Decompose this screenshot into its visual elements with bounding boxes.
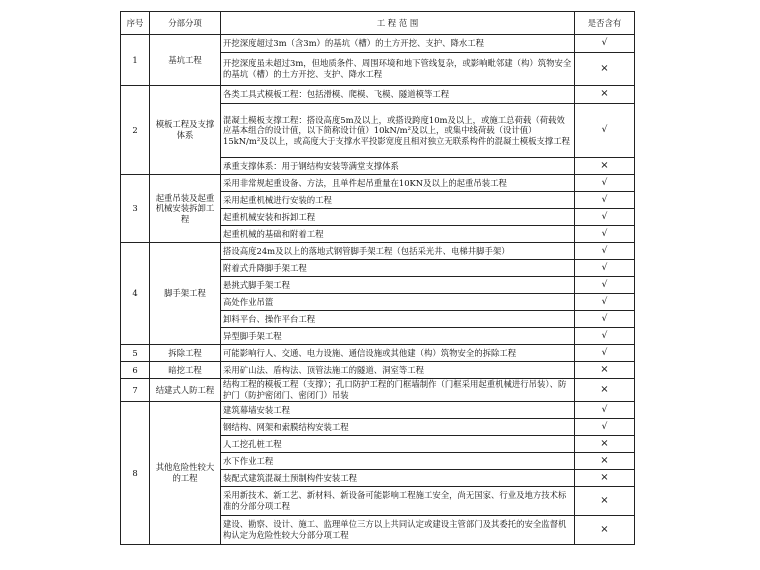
table-row — [121, 35, 635, 53]
cross-mark-cell: × — [575, 436, 635, 453]
cross-mark-cell: × — [575, 470, 635, 487]
hazard-scope-table — [120, 11, 635, 545]
check-mark-cell: √ — [575, 192, 635, 209]
table-body — [121, 35, 635, 545]
check-mark-cell: √ — [575, 345, 635, 362]
table-row — [121, 362, 635, 379]
scope-cell: 钢结构、网架和索膜结构安装工程 — [221, 419, 575, 436]
row-number: 4 — [121, 243, 150, 345]
scope-cell: 建筑幕墙安装工程 — [221, 402, 575, 419]
cross-mark-cell: × — [575, 453, 635, 470]
cross-mark-cell: × — [575, 86, 635, 104]
row-number: 5 — [121, 345, 150, 362]
category-cell: 模板工程及支撑体系 — [150, 86, 221, 175]
scope-cell: 可能影响行人、交通、电力设施、通信设施或其他建（构）筑物安全的拆除工程 — [221, 345, 575, 362]
check-mark-cell: √ — [575, 104, 635, 158]
header-row — [121, 12, 635, 35]
cross-mark-cell: × — [575, 158, 635, 175]
scope-cell: 装配式建筑混凝土预制构件安装工程 — [221, 470, 575, 487]
scope-cell: 高处作业吊篮 — [221, 294, 575, 311]
check-mark-cell: √ — [575, 294, 635, 311]
scope-cell: 承重支撑体系：用于钢结构安装等满堂支撑体系 — [221, 158, 575, 175]
check-mark-cell: √ — [575, 402, 635, 419]
table-row — [121, 345, 635, 362]
table-row — [121, 86, 635, 104]
check-mark-cell: √ — [575, 260, 635, 277]
scope-cell: 建设、勘察、设计、施工、监理单位三方以上共同认定或建设主管部门及其委托的安全监督机构认定为危险性较大分部分项工程 — [221, 516, 575, 545]
scope-cell: 起重机械的基础和附着工程 — [221, 226, 575, 243]
category-cell: 拆除工程 — [150, 345, 221, 362]
check-mark-cell: √ — [575, 226, 635, 243]
category-cell: 脚手架工程 — [150, 243, 221, 345]
check-mark-cell: √ — [575, 311, 635, 328]
scope-cell: 卸料平台、操作平台工程 — [221, 311, 575, 328]
scope-cell: 采用新技术、新工艺、新材料、新设备可能影响工程施工安全，尚无国家、行业及地方技术标准的分部分项工程 — [221, 487, 575, 516]
cross-mark-cell: × — [575, 362, 635, 379]
row-number: 6 — [121, 362, 150, 379]
table-row — [121, 243, 635, 260]
cross-mark-cell: × — [575, 487, 635, 516]
category-cell: 起重吊装及起重机械安装拆卸工程 — [150, 175, 221, 243]
category-cell: 结建式人防工程 — [150, 379, 221, 402]
scope-cell: 异型脚手架工程 — [221, 328, 575, 345]
scope-cell: 采用非常规起重设备、方法，且单件起吊重量在10KN及以上的起重吊装工程 — [221, 175, 575, 192]
table-row — [121, 379, 635, 402]
cross-mark-cell: × — [575, 516, 635, 545]
table-row — [121, 175, 635, 192]
scope-cell: 结构工程的模板工程（支撑）；孔口防护工程的门框墙制作（门框采用起重机械进行吊装）、防护门（防护密闭门、密闭门）吊装 — [221, 379, 575, 402]
check-mark-cell: √ — [575, 209, 635, 226]
check-mark-cell: √ — [575, 35, 635, 53]
header-included: 是否含有 — [575, 12, 635, 35]
category-cell: 其他危险性较大的工程 — [150, 402, 221, 545]
scope-cell: 人工挖孔桩工程 — [221, 436, 575, 453]
scope-cell: 附着式升降脚手架工程 — [221, 260, 575, 277]
scope-cell: 搭设高度24m及以上的落地式钢管脚手架工程（包括采光井、电梯井脚手架） — [221, 243, 575, 260]
scope-cell: 起重机械安装和拆卸工程 — [221, 209, 575, 226]
check-mark-cell: √ — [575, 243, 635, 260]
row-number: 1 — [121, 35, 150, 86]
check-mark-cell: √ — [575, 277, 635, 294]
category-cell: 基坑工程 — [150, 35, 221, 86]
table-row — [121, 402, 635, 419]
scope-cell: 混凝土模板支撑工程：搭设高度5m及以上，或搭设跨度10m及以上，或施工总荷载（荷载效应基本组合的设计值，以下简称设计值）10kN/m²及以上，或集中线荷载（设计值）15kN/m²及以上，或高度大于支撑水平投影宽度且相对独立无联系构件的混凝土模板支撑工程 — [221, 104, 575, 158]
row-number: 3 — [121, 175, 150, 243]
scope-cell: 开挖深度虽未超过3m，但地质条件、周围环境和地下管线复杂，或影响毗邻建（构）筑物安全的基坑（槽）的土方开挖、支护、降水工程 — [221, 53, 575, 86]
scope-cell: 悬挑式脚手架工程 — [221, 277, 575, 294]
cross-mark-cell: × — [575, 53, 635, 86]
check-mark-cell: √ — [575, 175, 635, 192]
check-mark-cell: √ — [575, 328, 635, 345]
category-cell: 暗挖工程 — [150, 362, 221, 379]
cross-mark-cell: × — [575, 379, 635, 402]
header-no: 序号 — [121, 12, 150, 35]
scope-cell: 水下作业工程 — [221, 453, 575, 470]
scope-cell: 各类工具式模板工程：包括滑模、爬模、飞模、隧道模等工程 — [221, 86, 575, 104]
scope-cell: 采用矿山法、盾构法、顶管法施工的隧道、洞室等工程 — [221, 362, 575, 379]
header-category: 分部分项 — [150, 12, 221, 35]
scope-cell: 开挖深度超过3m（含3m）的基坑（槽）的土方开挖、支护、降水工程 — [221, 35, 575, 53]
row-number: 7 — [121, 379, 150, 402]
row-number: 2 — [121, 86, 150, 175]
row-number: 8 — [121, 402, 150, 545]
check-mark-cell: √ — [575, 419, 635, 436]
scope-cell: 采用起重机械进行安装的工程 — [221, 192, 575, 209]
header-scope: 工 程 范 围 — [221, 12, 575, 35]
